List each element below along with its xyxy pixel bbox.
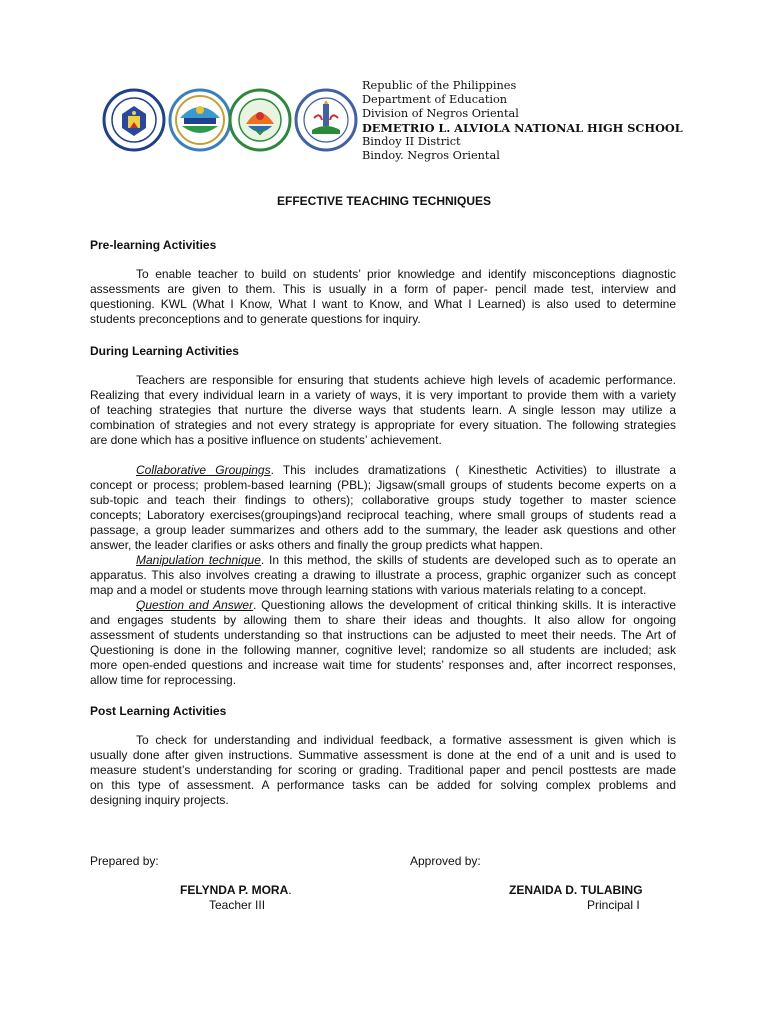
paragraph-line: measure student’s understanding for scoring or grading. Traditional paper and pencil posttests are made bbox=[90, 763, 676, 777]
document-title: EFFECTIVE TEACHING TECHNIQUES bbox=[276, 194, 491, 208]
post-learning-paragraph bbox=[90, 733, 676, 808]
paragraph-line: usually done after given instructions. Summative assessment is done at the end of a unit and is used to bbox=[90, 748, 676, 762]
paragraph-line: Questioning is done in the following manner, cognitive level; randomize so all students are included; ask bbox=[90, 643, 676, 657]
paragraph-line: Realizing that every individual learn in a variety of ways, it is very important to provide them with a variety bbox=[90, 388, 676, 402]
prepared-by-label: Prepared by: bbox=[90, 854, 159, 868]
paragraph-line: allow time for reprocessing. bbox=[90, 673, 237, 687]
letterhead bbox=[362, 79, 683, 163]
paragraph-line: To enable teacher to build on students’ prior knowledge and identify misconceptions diagnostic bbox=[136, 267, 676, 281]
approved-by-label: Approved by: bbox=[410, 854, 481, 868]
paragraph-line: Teachers are responsible for ensuring that students achieve high levels of academic performance. bbox=[136, 373, 676, 387]
paragraph-line bbox=[90, 553, 676, 568]
paragraph-line: concept or process; problem-based learning (PBL); Jigsaw(small groups of students become experts on a bbox=[90, 478, 676, 492]
paragraph-line: more open-ended questions and increase wait time for students’ responses and, after incorrect responses, bbox=[90, 658, 676, 672]
letterhead-line: Bindoy. Negros Oriental bbox=[362, 149, 500, 162]
approver-name: ZENAIDA D. TULABING bbox=[509, 883, 643, 897]
paragraph-line: To check for understanding and individual feedback, a formative assessment is given which is bbox=[136, 733, 676, 747]
letterhead-line: Division of Negros Oriental bbox=[362, 107, 519, 120]
approver-title: Principal I bbox=[587, 898, 640, 912]
paragraph-line: assessment of students understanding so that instructions can be adjusted to meet their needs. The Art of bbox=[90, 628, 676, 642]
header-logos bbox=[102, 88, 358, 154]
letterhead-line: Department of Education bbox=[362, 93, 508, 106]
during-learning-paragraph bbox=[90, 373, 676, 448]
letterhead-line: Republic of the Philippines bbox=[362, 79, 517, 92]
preparer-title: Teacher III bbox=[209, 898, 266, 912]
paragraph-line bbox=[90, 463, 676, 478]
paragraph-line: designing inquiry projects. bbox=[90, 793, 229, 807]
pre-learning-paragraph bbox=[90, 267, 676, 327]
division-negros-oriental-seal-icon bbox=[228, 88, 292, 152]
preparer-signature bbox=[180, 883, 292, 897]
paragraph-text: . In this method, the skills of students are developed such as to operate an bbox=[260, 553, 677, 567]
school-seal-icon bbox=[294, 88, 358, 152]
question-and-answer-paragraph bbox=[90, 598, 676, 688]
pre-learning-heading: Pre-learning Activities bbox=[90, 238, 217, 252]
during-learning-heading: During Learning Activities bbox=[90, 344, 239, 358]
deped-seal-icon bbox=[102, 88, 166, 152]
manipulation-technique-paragraph bbox=[90, 553, 676, 598]
preparer-name-period: . bbox=[288, 883, 292, 897]
paragraph-line: questioning. KWL (What I Know, What I want to Know, and What I Learned) is also used to determine bbox=[90, 297, 676, 311]
preparer-name: FELYNDA P. MORA bbox=[180, 883, 289, 897]
paragraph-line: apparatus. This also involves creating a drawing to illustrate a process, graphic organizer such as concept bbox=[90, 568, 676, 582]
paragraph-text: . Questioning allows the development of critical thinking skills. It is interactive bbox=[253, 598, 676, 612]
letterhead-line: Bindoy II District bbox=[362, 135, 461, 148]
manipulation-technique-term: Manipulation technique bbox=[136, 553, 261, 567]
paragraph-line: on this type of assessment. A performance tasks can be added for solving complex problems and bbox=[90, 778, 676, 792]
paragraph-line: students preconceptions and to generate questions for inquiry. bbox=[90, 312, 421, 326]
question-and-answer-term: Question and Answer bbox=[136, 598, 254, 612]
paragraph-line: sub-topic and teach their findings to others); collaborative groups study together to master science bbox=[90, 493, 676, 507]
school-name: DEMETRIO L. ALVIOLA NATIONAL HIGH SCHOOL bbox=[362, 121, 683, 135]
paragraph-line: passage, a group leader summarizes and others add to the summary, the leader ask questions and other bbox=[90, 523, 676, 537]
region-vii-seal-icon bbox=[168, 88, 232, 152]
collaborative-groupings-paragraph bbox=[90, 463, 676, 553]
paragraph-line: answer, the leader clarifies or asks others and finally the group predicts what happen. bbox=[90, 538, 543, 552]
paragraph-text: . This includes dramatizations ( Kinesthetic Activities) to illustrate a bbox=[270, 463, 676, 477]
paragraph-line: combination of strategies and not every strategy is appropriate for every situation. The following strategies bbox=[90, 418, 676, 432]
paragraph-line: are done which has a positive influence on students’ achievement. bbox=[90, 433, 442, 447]
paragraph-line: assessments are given to them. This is usually in a form of paper- pencil made test, interview and bbox=[90, 282, 676, 296]
paragraph-line: concepts; Laboratory exercises(groupings)and reciprocal teaching, where small groups of students read a bbox=[90, 508, 676, 522]
paragraph-line bbox=[90, 598, 676, 613]
paragraph-line: map and a model or students move through learning stations with various materials relating to a concept. bbox=[90, 583, 647, 597]
paragraph-line: of teaching strategies that nurture the diverse ways that students learn. A single lesson may utilize a bbox=[90, 403, 676, 417]
collaborative-groupings-term: Collaborative Groupings bbox=[136, 463, 271, 477]
post-learning-heading: Post Learning Activities bbox=[90, 704, 227, 718]
paragraph-line: and engages students by allowing them to share their ideas and thoughts. It also allow for ongoing bbox=[90, 613, 676, 627]
